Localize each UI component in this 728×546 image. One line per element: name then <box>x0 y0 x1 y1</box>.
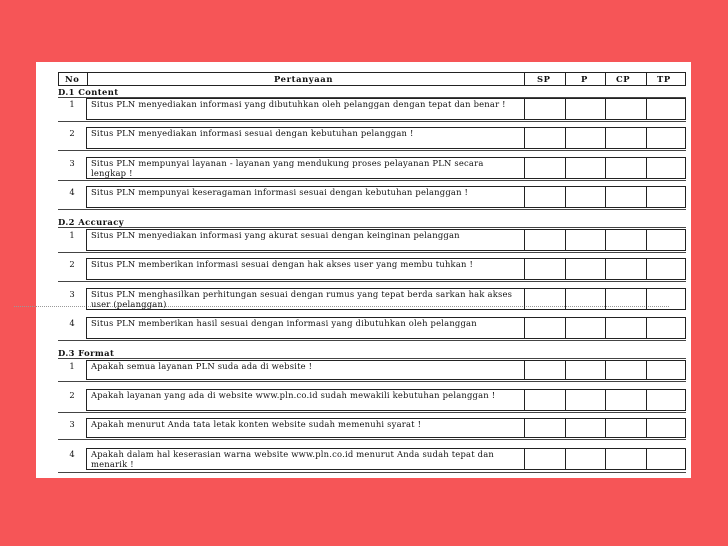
answer-cell-tp[interactable] <box>646 289 686 309</box>
question-number: 4 <box>69 318 75 328</box>
question-box <box>86 157 686 179</box>
divider <box>646 73 647 85</box>
question-box <box>86 360 686 380</box>
divider <box>565 73 566 85</box>
question-row <box>58 186 686 208</box>
question-row <box>58 98 686 120</box>
answer-cell-sp[interactable] <box>524 361 565 379</box>
question-text: Situs PLN memberikan hasil sesuai dengan informasi yang dibutuhkan oleh pelanggan <box>91 318 477 328</box>
answer-cell-tp[interactable] <box>646 158 686 178</box>
answer-cell-p[interactable] <box>565 230 605 250</box>
answer-cell-p[interactable] <box>565 449 605 469</box>
question-text: Apakah layanan yang ada di website www.pln.co.id sudah mewakili kebutuhan pelanggan ! <box>91 390 496 400</box>
divider <box>58 281 686 282</box>
question-text: Situs PLN mempunyai layanan - layanan yang mendukung proses pelayanan PLN secara lengkap ! <box>91 158 484 178</box>
divider <box>58 358 686 359</box>
answer-cell-p[interactable] <box>565 187 605 207</box>
header-sp: SP <box>537 74 551 84</box>
questionnaire-table <box>58 72 686 477</box>
question-text: Situs PLN menyediakan informasi sesuai dengan kebutuhan pelanggan ! <box>91 128 414 138</box>
answer-cell-p[interactable] <box>565 390 605 410</box>
answer-cell-p[interactable] <box>565 289 605 309</box>
answer-cell-tp[interactable] <box>646 361 686 379</box>
answer-cell-cp[interactable] <box>605 318 646 338</box>
divider <box>58 121 686 122</box>
question-row <box>58 317 686 339</box>
question-number: 3 <box>69 158 75 168</box>
section-title-accuracy: D.2 Accuracy <box>58 217 125 227</box>
question-box <box>86 418 686 438</box>
question-row <box>58 418 686 438</box>
divider <box>87 73 88 85</box>
question-number: 2 <box>69 390 75 400</box>
question-number: 2 <box>69 259 75 269</box>
answer-cell-cp[interactable] <box>605 390 646 410</box>
question-box <box>86 229 686 251</box>
question-text: Situs PLN memberikan informasi sesuai dengan hak akses user yang membu tuhkan ! <box>91 259 474 269</box>
question-text: Apakah dalam hal keserasian warna website www.pln.co.id menurut Anda sudah tepat dan menarik ! <box>91 449 494 469</box>
question-box <box>86 98 686 120</box>
answer-cell-tp[interactable] <box>646 318 686 338</box>
answer-cell-p[interactable] <box>565 259 605 279</box>
question-row <box>58 389 686 411</box>
header-question: Pertanyaan <box>274 74 334 84</box>
question-text: Situs PLN menghasilkan perhitungan sesuai dengan rumus yang tepat berda sarkan hak akses user (pelanggan) <box>91 289 513 309</box>
divider <box>58 412 686 413</box>
answer-cell-cp[interactable] <box>605 419 646 437</box>
answer-cell-sp[interactable] <box>524 419 565 437</box>
answer-cell-cp[interactable] <box>605 187 646 207</box>
header-p: P <box>581 74 588 84</box>
answer-cell-sp[interactable] <box>524 99 565 119</box>
answer-cell-p[interactable] <box>565 99 605 119</box>
answer-cell-cp[interactable] <box>605 99 646 119</box>
question-number: 4 <box>69 449 75 459</box>
answer-cell-p[interactable] <box>565 128 605 148</box>
divider <box>58 209 686 210</box>
question-row <box>58 448 686 470</box>
answer-cell-cp[interactable] <box>605 128 646 148</box>
question-number: 3 <box>69 289 75 299</box>
answer-cell-cp[interactable] <box>605 361 646 379</box>
divider <box>58 439 686 440</box>
divider <box>58 472 686 473</box>
section-title-content: D.1 Content <box>58 87 119 97</box>
question-text: Apakah semua layanan PLN suda ada di website ! <box>91 361 313 371</box>
answer-cell-tp[interactable] <box>646 390 686 410</box>
answer-cell-sp[interactable] <box>524 318 565 338</box>
question-row <box>58 229 686 251</box>
answer-cell-sp[interactable] <box>524 289 565 309</box>
answer-cell-sp[interactable] <box>524 390 565 410</box>
question-text: Apakah menurut Anda tata letak konten website sudah memenuhi syarat ! <box>91 419 422 429</box>
question-box <box>86 288 686 310</box>
question-text: Situs PLN menyediakan informasi yang dibutuhkan oleh pelanggan dengan tepat dan benar ! <box>91 99 506 109</box>
question-box <box>86 127 686 149</box>
section-title-format: D.3 Format <box>58 348 115 358</box>
header-no: No <box>65 74 80 84</box>
answer-cell-p[interactable] <box>565 361 605 379</box>
divider <box>58 340 686 341</box>
answer-cell-tp[interactable] <box>646 259 686 279</box>
question-number: 3 <box>69 419 75 429</box>
question-box <box>86 317 686 339</box>
divider <box>58 227 686 228</box>
answer-cell-sp[interactable] <box>524 128 565 148</box>
question-box <box>86 389 686 411</box>
header-tp: TP <box>657 74 671 84</box>
answer-cell-sp[interactable] <box>524 449 565 469</box>
answer-cell-p[interactable] <box>565 158 605 178</box>
divider <box>58 180 686 181</box>
divider <box>58 252 686 253</box>
question-number: 2 <box>69 128 75 138</box>
answer-cell-cp[interactable] <box>605 449 646 469</box>
header-cp: CP <box>616 74 631 84</box>
answer-cell-cp[interactable] <box>605 158 646 178</box>
question-row <box>58 360 686 380</box>
question-number: 1 <box>69 99 75 109</box>
question-number: 4 <box>69 187 75 197</box>
answer-cell-cp[interactable] <box>605 259 646 279</box>
question-number: 1 <box>69 361 75 371</box>
answer-cell-tp[interactable] <box>646 187 686 207</box>
answer-cell-cp[interactable] <box>605 230 646 250</box>
divider <box>58 150 686 151</box>
divider <box>524 73 525 85</box>
question-number: 1 <box>69 230 75 240</box>
answer-cell-sp[interactable] <box>524 158 565 178</box>
divider <box>605 73 606 85</box>
answer-cell-p[interactable] <box>565 318 605 338</box>
answer-cell-sp[interactable] <box>524 187 565 207</box>
question-box <box>86 186 686 208</box>
answer-cell-cp[interactable] <box>605 289 646 309</box>
question-row <box>58 288 686 310</box>
answer-cell-p[interactable] <box>565 419 605 437</box>
question-box <box>86 258 686 280</box>
questionnaire-sheet <box>36 62 691 478</box>
divider <box>58 381 686 382</box>
answer-cell-tp[interactable] <box>646 230 686 250</box>
answer-cell-tp[interactable] <box>646 128 686 148</box>
question-row <box>58 127 686 149</box>
table-header <box>58 72 686 86</box>
answer-cell-sp[interactable] <box>524 230 565 250</box>
question-row <box>58 258 686 280</box>
question-box <box>86 448 686 470</box>
question-text: Situs PLN menyediakan informasi yang akurat sesuai dengan keinginan pelanggan <box>91 230 460 240</box>
answer-cell-tp[interactable] <box>646 99 686 119</box>
answer-cell-sp[interactable] <box>524 259 565 279</box>
answer-cell-tp[interactable] <box>646 419 686 437</box>
answer-cell-tp[interactable] <box>646 449 686 469</box>
question-text: Situs PLN mempunyai keseragaman informasi sesuai dengan kebutuhan pelanggan ! <box>91 187 469 197</box>
question-row <box>58 157 686 179</box>
